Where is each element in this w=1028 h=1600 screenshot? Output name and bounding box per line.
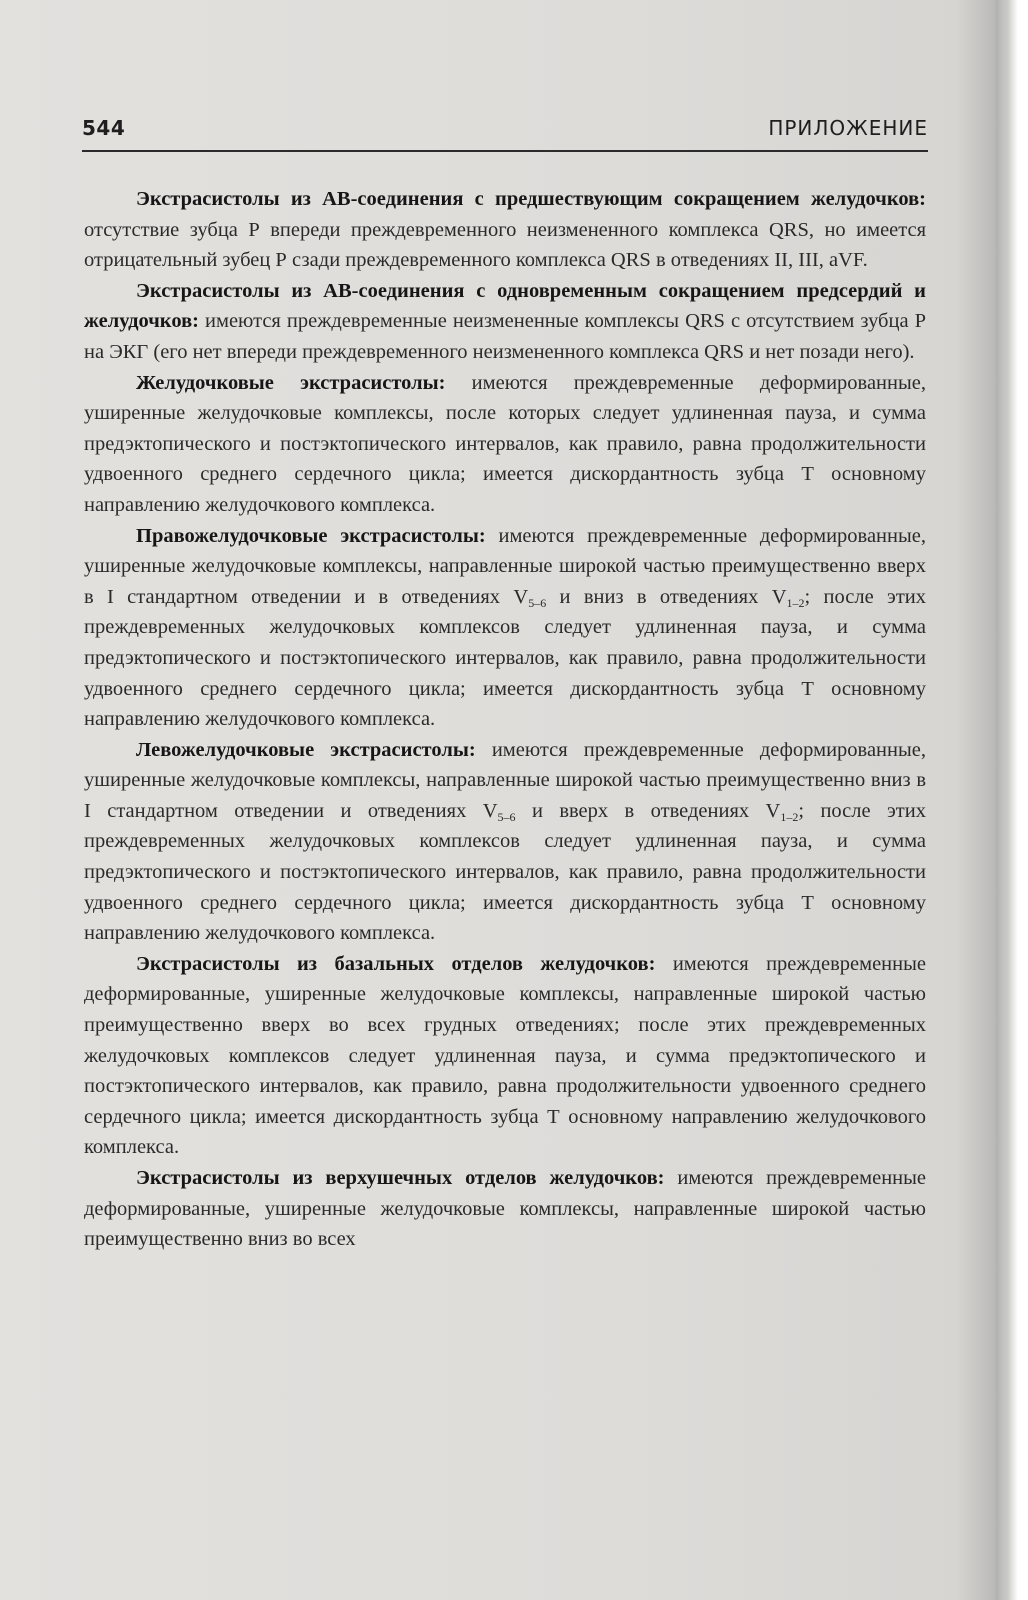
page-number: 544 [82,116,126,140]
lead-subscript: 5–6 [497,809,516,824]
paragraph-av-junction-simultaneous [84,276,926,368]
paragraph-basal [84,949,926,1163]
paragraph-text: имеются преждевременные деформированные, уширенные желудочковые комплексы, направленные широкой частью преимущественно вверх во всех грудных отведениях; после этих преждевременных желудочковых комплексов следует удлиненная пауза, и сумма предэктопического и постэктопического интервалов, как правило, равна продолжительности удвоенного среднего сердечного цикла; имеется дискордантность зубца Т основному направлению желудочкового комплекса. [84,952,926,1159]
paragraph-term: Желудочковые экстрасистолы: [136,371,446,394]
paragraph-text: имеются преждевременные деформированные, уширенные желудочковые комплексы, направленные широкой частью преимущественно вверх в I стандартном отведении и в отведениях V [84,524,926,608]
running-section-title: ПРИЛОЖЕНИЕ [768,116,928,140]
paragraph-term: Левожелудочковые экстрасистолы: [136,738,476,761]
paragraph-ventricular [84,368,926,521]
page-header [82,116,928,152]
body-text [84,184,926,1255]
lead-subscript: 1–2 [780,809,799,824]
paragraph-term: Экстрасистолы из верхушечных отделов желудочков: [136,1167,665,1189]
paragraph-left-ventricular [84,735,926,949]
paragraph-text: имеются преждевременные деформированные, уширенные желудочковые комплексы, направленные широкой частью преимущественно вниз во всех [84,1167,927,1251]
paragraph-apical [84,1163,926,1255]
paragraph-text: имеются преждевременные деформированные, уширенные желудочковые комплексы, направленные широкой частью преимущественно вниз в I стандартном отведении и отведениях V [84,738,926,822]
paragraph-text: и вверх в отведениях V [515,799,781,822]
paragraph-term: Экстрасистолы из АВ-соединения с предшествующим сокращением желудочков: [136,188,926,210]
paragraph-term: Экстрасистолы из базальных отделов желудочков: [136,952,656,975]
paragraph-text: ; после этих преждевременных желудочковых комплексов следует удлиненная пауза, и сумма предэктопического и постэктопического интервалов, как правило, равна продолжительности удвоенного среднего сердечного цикла; имеется дискордантность зубца Т основному направлению желудочкового комплекса. [84,799,926,945]
paragraph-text: имеются преждевременные деформированные, уширенные желудочковые комплексы, после которых следует удлиненная пауза, и сумма предэктопического и постэктопического интервалов, как правило, равна продолжительности удвоенного среднего сердечного цикла; имеется дискордантность зубца Т основному направлению желудочкового комплекса. [84,371,926,516]
lead-subscript: 5–6 [528,595,547,610]
paragraph-term: Правожелудочковые экстрасистолы: [136,524,486,547]
paragraph-text: отсутствие зубца Р впереди преждевременного неизмененного комплекса QRS, но имеется отрицательный зубец Р сзади преждевременного комплекса QRS в отведениях II, III, aVF. [84,218,926,272]
paragraph-text: ; после этих преждевременных желудочковых комплексов следует удлиненная пауза, и сумма предэктопического и постэктопического интервалов, как правило, равна продолжительности удвоенного среднего сердечного цикла; имеется дискордантность зубца Т основному направлению желудочкового комплекса. [84,585,926,731]
paragraph-text: и вниз в отведениях V [546,585,787,608]
paragraph-term: Экстрасистолы из АВ-соединения с одновременным сокращением предсердий и желудочков: [84,279,926,333]
paragraph-text: имеются преждевременные неизмененные комплексы QRS с отсутствием зубца Р на ЭКГ (его нет впереди преждевременного неизмененного комплекса QRS и нет позади него). [84,310,926,363]
paragraph-av-junction-preceding [84,184,926,276]
page-edge-shadow [994,0,1028,1600]
paragraph-right-ventricular [84,521,926,735]
lead-subscript: 1–2 [786,595,805,610]
